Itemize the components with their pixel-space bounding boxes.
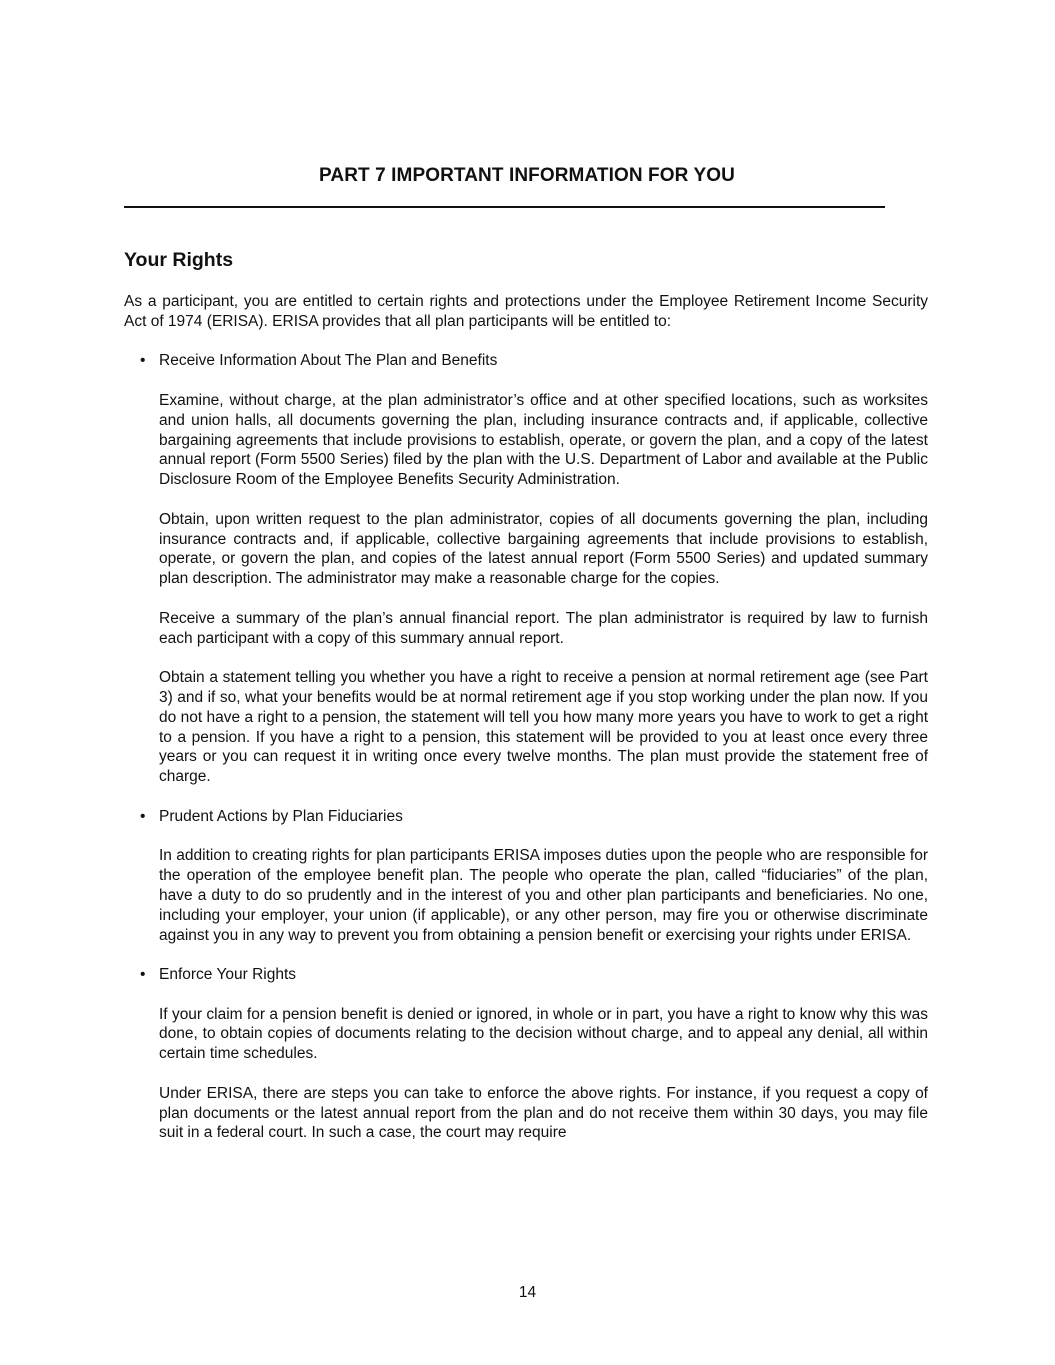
bullet-label: Prudent Actions by Plan Fiduciaries [159, 807, 403, 825]
body-paragraph: In addition to creating rights for plan participants ERISA imposes duties upon the people who are responsible for the operation of the employee benefit plan. The people who operate the plan, called “fiduciaries” of the plan, have a duty to do so prudently and in the interest of you and other plan participants and beneficiaries. No one, including your employer, your union (if applicable), or any other person, may fire you or otherwise discriminate against you in any way to prevent you from obtaining a pension benefit or exercising your rights under ERISA. [159, 847, 928, 944]
bullet-item [124, 351, 928, 371]
body-paragraph: Under ERISA, there are steps you can take to enforce the above rights. For instance, if you request a copy of plan documents or the latest annual report from the plan and do not receive them within 30 days, you may file suit in a federal court. In such a case, the court may require [159, 1084, 928, 1142]
body-paragraph: Obtain a statement telling you whether you have a right to receive a pension at normal retirement age (see Part 3) and if so, what your benefits would be at normal retirement age if you stop working under the plan now. If you do not have a right to a pension, the statement will tell you how many more years you have to work to get a right to a pension. If you have a right to a pension, this statement will be provided to you at least once every three years or you can request it in writing once every twelve months. The plan must provide the statement free of charge. [159, 669, 928, 786]
bullet-icon: • [140, 807, 146, 825]
intro-paragraph: As a participant, you are entitled to certain rights and protections under the Employee Retirement Income Security Act of 1974 (ERISA). ERISA provides that all plan participants will be entitled to: [124, 293, 928, 330]
bullet-icon: • [140, 966, 146, 984]
title-divider [124, 206, 885, 208]
body-paragraph: Obtain, upon written request to the plan administrator, copies of all documents governing the plan, including insurance contracts and, if applicable, collective bargaining agreements that include provisions to establish, operate, or govern the plan, and copies of the latest annual report (Form 5500 Series) and updated summary plan description. The administrator may make a reasonable charge for the copies. [159, 510, 928, 588]
body-paragraph: Receive a summary of the plan’s annual financial report. The plan administrator is required by law to furnish each participant with a copy of this summary annual report. [159, 609, 928, 647]
bullet-icon: • [140, 352, 146, 370]
body-paragraph: Examine, without charge, at the plan administrator’s office and at other specified locations, such as worksites and union halls, all documents governing the plan, including insurance contracts and, if applicable, collective bargaining agreements that include provisions to establish, operate, or govern the plan, and a copy of the latest annual report (Form 5500 Series) filed by the plan with the U.S. Department of Labor and available at the Public Disclosure Room of the Employee Benefits Security Administration. [159, 391, 928, 489]
section-heading: Your Rights [124, 249, 234, 271]
bullet-item [124, 965, 928, 985]
page-number: 14 [518, 1284, 537, 1301]
bullet-item [124, 807, 928, 827]
body-paragraph: If your claim for a pension benefit is denied or ignored, in whole or in part, you have a right to know why this was done, to obtain copies of documents relating to the decision without charge, and to appeal any denial, all within certain time schedules. [159, 1005, 928, 1063]
bullet-label: Enforce Your Rights [159, 966, 297, 984]
section-body [124, 292, 928, 1143]
page-title: PART 7 IMPORTANT INFORMATION FOR YOU [319, 165, 735, 186]
bullet-label: Receive Information About The Plan and Benefits [159, 352, 498, 370]
